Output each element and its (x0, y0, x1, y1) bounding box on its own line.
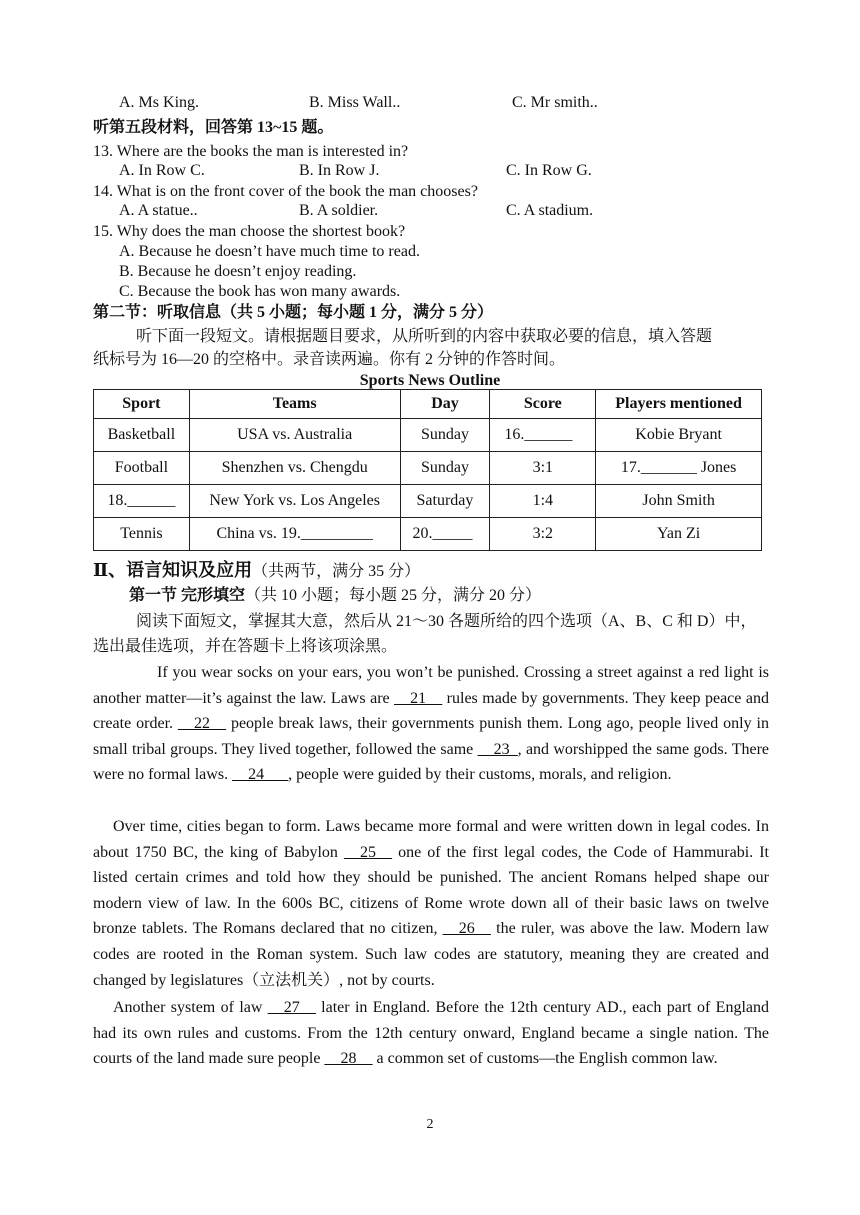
blank-27: __27__ (267, 999, 316, 1016)
q14-option-a: A. A statue.. (119, 202, 198, 219)
blank-26: __26__ (442, 920, 491, 938)
table-row (94, 485, 762, 518)
cell-score: 3:2 (490, 518, 596, 551)
passage-paragraph-3 (93, 995, 769, 1072)
header-players: Players mentioned (596, 390, 762, 419)
q13-stem: 13. Where are the books the man is interested in? (93, 143, 409, 160)
cell-sport-blank-18: 18.______ (94, 485, 190, 518)
table-row (94, 419, 762, 452)
cell-players: Kobie Bryant (596, 419, 762, 452)
cell-day: Sunday (400, 452, 490, 485)
cell-day: Sunday (400, 419, 490, 452)
q13-option-c: C. In Row G. (506, 162, 592, 179)
page-number: 2 (426, 1117, 434, 1132)
q13-option-b: B. In Row J. (299, 162, 380, 179)
blank-25: __25__ (344, 843, 392, 861)
section2-heading (93, 560, 420, 582)
part2-instruction-line1: 听下面一段短文。请根据题目要求，从所听到的内容中获取必要的信息，填入答题 (136, 328, 713, 345)
passage-text: later in England. Before the 12th century AD., each part of England had its own rules and customs. From the 12th century onward, England became a single nation. The courts of the land made sure people (93, 999, 769, 1068)
q12-option-a: A. Ms King. (119, 94, 200, 111)
cloze-instruction-line2: 选出最佳选项，并在答题卡上将该项涂黑。 (93, 638, 398, 655)
q15-option-b: B. Because he doesn’t enjoy reading. (119, 263, 357, 280)
cell-day: Saturday (400, 485, 490, 518)
blank-23: __23_ (477, 740, 518, 758)
passage-text: If you wear socks on your ears, you won’t be punished. Crossing a street against a red light is another matter—it’s against the law. Laws are (93, 664, 769, 707)
section2-title: Ⅱ、语言知识及应用 (93, 560, 253, 580)
q12-option-b: B. Miss Wall.. (309, 94, 401, 111)
q12-option-c: C. Mr smith.. (512, 94, 598, 111)
passage-text: Another system of law (113, 999, 268, 1016)
cell-players: John Smith (596, 485, 762, 518)
section5-header: 听第五段材料，回答第 13~15 题。 (93, 119, 334, 136)
cell-players-blank-17: 17._______ Jones (596, 452, 762, 485)
blank-21: __21__ (394, 689, 443, 707)
q15-option-c: C. Because the book has won many awards. (119, 283, 401, 300)
blank-24: __24___ (232, 766, 289, 784)
cell-teams-blank-19: China vs. 19._________ (189, 518, 400, 551)
q15-option-a: A. Because he doesn’t have much time to read. (119, 243, 420, 260)
passage-text: people break laws, their governments punish them. Long ago, people lived only in small tribal groups. They lived together, followed the same (93, 715, 770, 758)
cell-teams: USA vs. Australia (189, 419, 400, 452)
cell-score: 1:4 (490, 485, 596, 518)
table-row (94, 518, 762, 551)
header-sport: Sport (94, 390, 190, 419)
q14-option-c: C. A stadium. (506, 202, 594, 219)
table-header-row (94, 390, 762, 419)
part2-instruction-line2: 纸标号为 16—20 的空格中。录音读两遍。你有 2 分钟的作答时间。 (93, 351, 566, 368)
passage-paragraph-1 (93, 660, 769, 788)
cell-teams: Shenzhen vs. Chengdu (189, 452, 400, 485)
table-title: Sports News Outline (359, 372, 501, 389)
cell-sport: Tennis (94, 518, 190, 551)
cell-players: Yan Zi (596, 518, 762, 551)
passage-text: , people were guided by their customs, morals, and religion. (288, 766, 672, 784)
sports-news-outline-table (93, 389, 762, 551)
passage-text: Over time, cities began to form. Laws became more formal and were written down in legal codes. In about 1750 BC, the king of Babylon (93, 818, 769, 861)
cloze-heading (129, 586, 541, 606)
header-score: Score (490, 390, 596, 419)
blank-28: __28__ (324, 1050, 373, 1068)
header-teams: Teams (189, 390, 400, 419)
passage-text: one of the first legal codes, the Code of Hammurabi. It listed certain crimes and told how they should be punished. The ancient Romans helped shape our modern view of law. In the 600s BC, citizens of Rome wrote down all of their basic laws on twelve bronze tablets. The Romans declared that no citizen, (93, 843, 769, 938)
cell-sport: Basketball (94, 419, 190, 452)
cloze-instruction-line1: 阅读下面短文，掌握其大意，然后从 21～30 各题所给的四个选项（A、B、C 和 D）中， (136, 613, 757, 630)
passage-text: a common set of customs—the English common law. (372, 1050, 718, 1068)
cloze-title: 第一节 完形填空 (129, 587, 246, 604)
cloze-note: （共 10 小题；每小题 25 分，满分 20 分） (245, 587, 542, 604)
cell-day-blank-20: 20._____ (400, 518, 490, 551)
q15-stem: 15. Why does the man choose the shortest book? (93, 223, 406, 240)
q13-option-a: A. In Row C. (119, 162, 205, 179)
section2-title-note: （共两节，满分 35 分） (252, 563, 421, 580)
passage-paragraph-2 (93, 814, 769, 993)
cell-sport: Football (94, 452, 190, 485)
q14-stem: 14. What is on the front cover of the book the man chooses? (93, 183, 478, 200)
passage-text: , and worshipped the same gods. There were no formal laws. (93, 740, 770, 784)
header-day: Day (400, 390, 490, 419)
passage-text: the ruler, was above the law. Modern law codes are rooted in the Roman system. Such law codes are statutory, meaning they are created and changed by legislatures（立法机关）, not by courts. (93, 920, 770, 989)
table-row (94, 452, 762, 485)
cell-teams: New York vs. Los Angeles (189, 485, 400, 518)
cell-score: 3:1 (490, 452, 596, 485)
q14-option-b: B. A soldier. (299, 202, 379, 219)
part2-header: 第二节：听取信息（共 5 小题；每小题 1 分，满分 5 分） (93, 304, 494, 321)
passage-text: rules made by governments. They keep peace and create order. (93, 689, 769, 733)
cell-score-blank-16: 16.______ (490, 419, 596, 452)
blank-22: __22__ (177, 715, 226, 733)
